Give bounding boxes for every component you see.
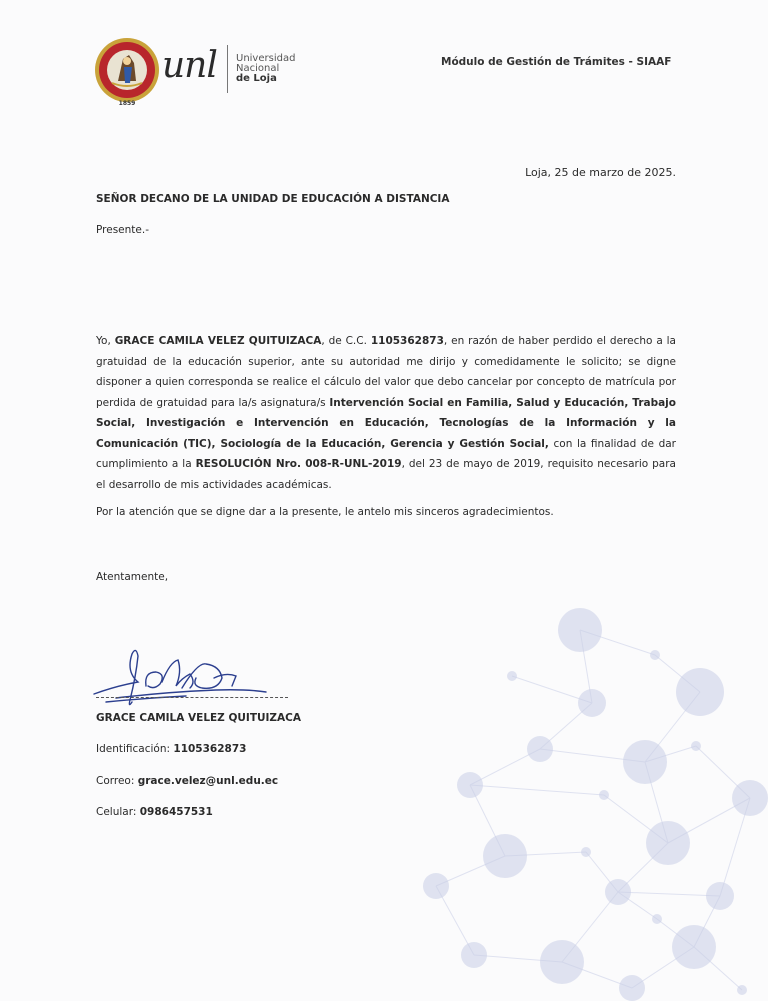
network-node (599, 790, 609, 800)
logo-divider (227, 45, 228, 93)
signer-identification (96, 743, 246, 755)
body-text-part: , de C.C. (321, 335, 371, 347)
network-node (540, 940, 584, 984)
letter-closing: Atentamente, (96, 571, 169, 583)
email-value: grace.velez@unl.edu.ec (137, 775, 279, 787)
network-node (623, 740, 667, 784)
signer-email (96, 775, 278, 787)
signer-name: GRACE CAMILA VELEZ QUITUIZACA (96, 712, 301, 724)
unl-wordmark-logo: unl (162, 45, 217, 86)
university-name-line-3: de Loja (236, 73, 277, 84)
network-node (737, 985, 747, 995)
network-link (618, 892, 720, 896)
student-name: GRACE CAMILA VELEZ QUITUIZACA (114, 335, 322, 347)
network-node (676, 668, 724, 716)
network-node (507, 671, 517, 681)
network-node (581, 847, 591, 857)
letter-date: Loja, 25 de marzo de 2025. (525, 166, 676, 179)
body-text-part: , en razón de haber perdido el derecho a la gratuidad de la educación superior, ante su autoridad me dirijo y comedidamente le solicito; se digne disponer a quien corresponda se realice el cálculo del valor que debo cancelar por concepto de matrícula por perdida de gratuidad para la/s asignatura/s (96, 335, 676, 409)
identification-value: 1105362873 (173, 743, 247, 755)
network-node (423, 873, 449, 899)
network-node (558, 608, 602, 652)
network-node (706, 882, 734, 910)
network-node (672, 925, 716, 969)
body-text-part: con la finalidad de dar cumplimiento a la (96, 437, 676, 470)
phone-value: 0986457531 (139, 806, 213, 818)
network-node (650, 650, 660, 660)
handwritten-signature (86, 642, 296, 712)
university-name-line-1: Universidad (236, 53, 296, 64)
signer-phone (96, 806, 213, 818)
signature-line (96, 697, 288, 698)
letter-thanks: Por la atención que se digne dar a la presente, le antelo mis sinceros agradecimientos. (96, 506, 554, 518)
network-node (732, 780, 768, 816)
phone-label: Celular: (96, 806, 140, 818)
subjects-list: Intervención Social en Familia, Salud y Educación, Trabajo Social, Investigación e Intervención en Educación, Tecnologías de la Información y la Comunicación (TIC), Sociología de la Educación, Gerencia y Gestión Social, (96, 396, 676, 450)
network-node (646, 821, 690, 865)
module-title: Módulo de Gestión de Trámites - SIAAF (441, 56, 672, 68)
network-node (527, 736, 553, 762)
network-node (461, 942, 487, 968)
university-name-line-2: Nacional (236, 63, 280, 74)
email-label: Correo: (96, 775, 138, 787)
network-node (578, 689, 606, 717)
network-node (691, 741, 701, 751)
body-text-part: Yo, (96, 335, 115, 347)
network-link (470, 785, 604, 795)
network-node (457, 772, 483, 798)
body-text-part: , del 23 de mayo de 2019, requisito necesario para el desarrollo de mis actividades académicas. (96, 458, 676, 491)
network-node (619, 975, 645, 1001)
network-node (605, 879, 631, 905)
identification-label: Identificación: (96, 743, 174, 755)
resolution-reference: RESOLUCIÓN Nro. 008-R-UNL-2019 (195, 458, 402, 470)
network-node (483, 834, 527, 878)
letter-salutation: Presente.- (96, 224, 149, 236)
letter-body-paragraph (96, 331, 676, 495)
university-seal-logo (94, 37, 160, 103)
seal-year: 1859 (118, 100, 136, 107)
network-node (652, 914, 662, 924)
letter-recipient: SEÑOR DECANO DE LA UNIDAD DE EDUCACIÓN A DISTANCIA (96, 193, 450, 205)
student-cedula: 1105362873 (370, 335, 444, 347)
